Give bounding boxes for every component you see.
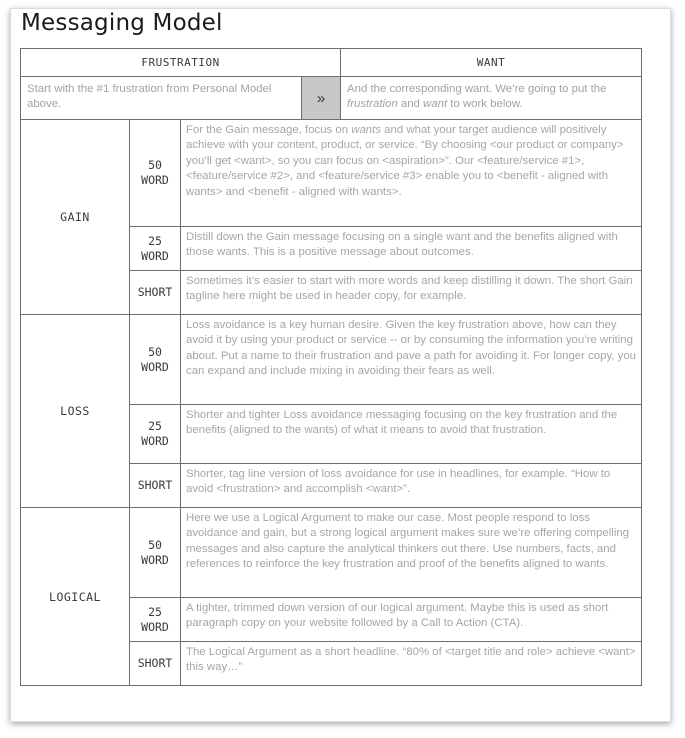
message-description: Sometimes it’s easier to start with more words and keep distilling it down. The short Gain tagline here might be used in header copy, for example. (181, 271, 642, 315)
length-label (130, 315, 181, 405)
message-description: Here we use a Logical Argument to make our case. Most people respond to loss avoidance and gain, but a strong logical argument makes sure we’re offering compelling messages and also capture the analytical thinkers out there. Use numbers, facts, and references to reinforce the key frustration and proof of the benefits aligned to wants. (181, 508, 642, 598)
length-label (130, 405, 181, 464)
description-text: and what your target audience will positively achieve with your content, product, or service. “By choosing <our product or company> you’ll get <want>, so you can focus on <aspiration>”. Our <feature/service #1>, <feature/service #2>, and <feature/service #3> enable you to <benefit - aligned with wants> and <benefit - aligned with wants>. (186, 124, 624, 198)
length-unit: WORD (141, 434, 169, 448)
want-intro (341, 77, 642, 120)
message-description: Loss avoidance is a key human desire. Given the key frustration above, how can they avoid it by using your product or service -- or by consuming the information you’re writing about. Put a name to their frustration and pave a path for avoiding it. For longer copy, you can expand and include mixing in avoiding their fears as well. (181, 315, 642, 405)
length-number: 50 (148, 537, 162, 552)
table-row (21, 315, 642, 405)
frustration-header: FRUSTRATION (21, 49, 341, 77)
length-number: 25 (148, 233, 162, 248)
frustration-intro: Start with the #1 frustration from Personal Model above. (21, 77, 302, 120)
length-label: SHORT (130, 464, 181, 508)
length-unit: WORD (141, 552, 169, 567)
description-text: For the Gain message, focus on (186, 124, 352, 136)
description-em: wants (351, 124, 382, 136)
message-description: A tighter, trimmed down version of our logical argument. Maybe this is used as short paragraph copy on your website followed by a Call to Action (CTA). (181, 598, 642, 642)
category-loss: LOSS (21, 315, 130, 508)
want-intro-em-frustration: frustration (347, 98, 398, 110)
double-chevron-right-icon: » (302, 77, 341, 120)
length-label: SHORT (130, 271, 181, 315)
want-intro-text: to work below. (447, 98, 523, 110)
length-unit: WORD (141, 173, 169, 187)
length-label (130, 598, 181, 642)
table-row (21, 120, 642, 227)
want-intro-text: and (397, 98, 424, 110)
message-description: Shorter and tighter Loss avoidance messaging focusing on the key frustration and the benefits (aligned to the wants) of what it means to avoid that frustration. (181, 405, 642, 464)
want-intro-text: And the corresponding want. We’re going to put the (347, 83, 607, 95)
intro-row (21, 77, 642, 120)
want-header: WANT (341, 49, 642, 77)
category-logical: LOGICAL (21, 508, 130, 686)
message-description (181, 120, 642, 227)
page-title: Messaging Model (21, 10, 223, 36)
table-row (21, 508, 642, 598)
length-label (130, 227, 181, 271)
message-description: The Logical Argument as a short headline. “80% of <target title and role> achieve <want> this way…” (181, 642, 642, 686)
length-label (130, 120, 181, 227)
category-gain: GAIN (21, 120, 130, 315)
length-number: 50 (148, 344, 162, 359)
length-number: 25 (148, 604, 162, 619)
message-description: Shorter, tag line version of loss avoidance for use in headlines, for example. “How to avoid <frustration> and accomplish <want>”. (181, 464, 642, 508)
length-number: 50 (148, 158, 162, 172)
length-unit: WORD (141, 619, 169, 634)
want-intro-em-want: want (423, 98, 448, 110)
header-row (21, 49, 642, 77)
message-description: Distill down the Gain message focusing on a single want and the benefits aligned with those wants. This is a positive message about outcomes. (181, 227, 642, 271)
messaging-table (20, 48, 642, 686)
length-unit: WORD (141, 359, 169, 374)
length-number: 25 (148, 419, 162, 433)
length-label (130, 508, 181, 598)
length-label: SHORT (130, 642, 181, 686)
length-unit: WORD (141, 248, 169, 263)
